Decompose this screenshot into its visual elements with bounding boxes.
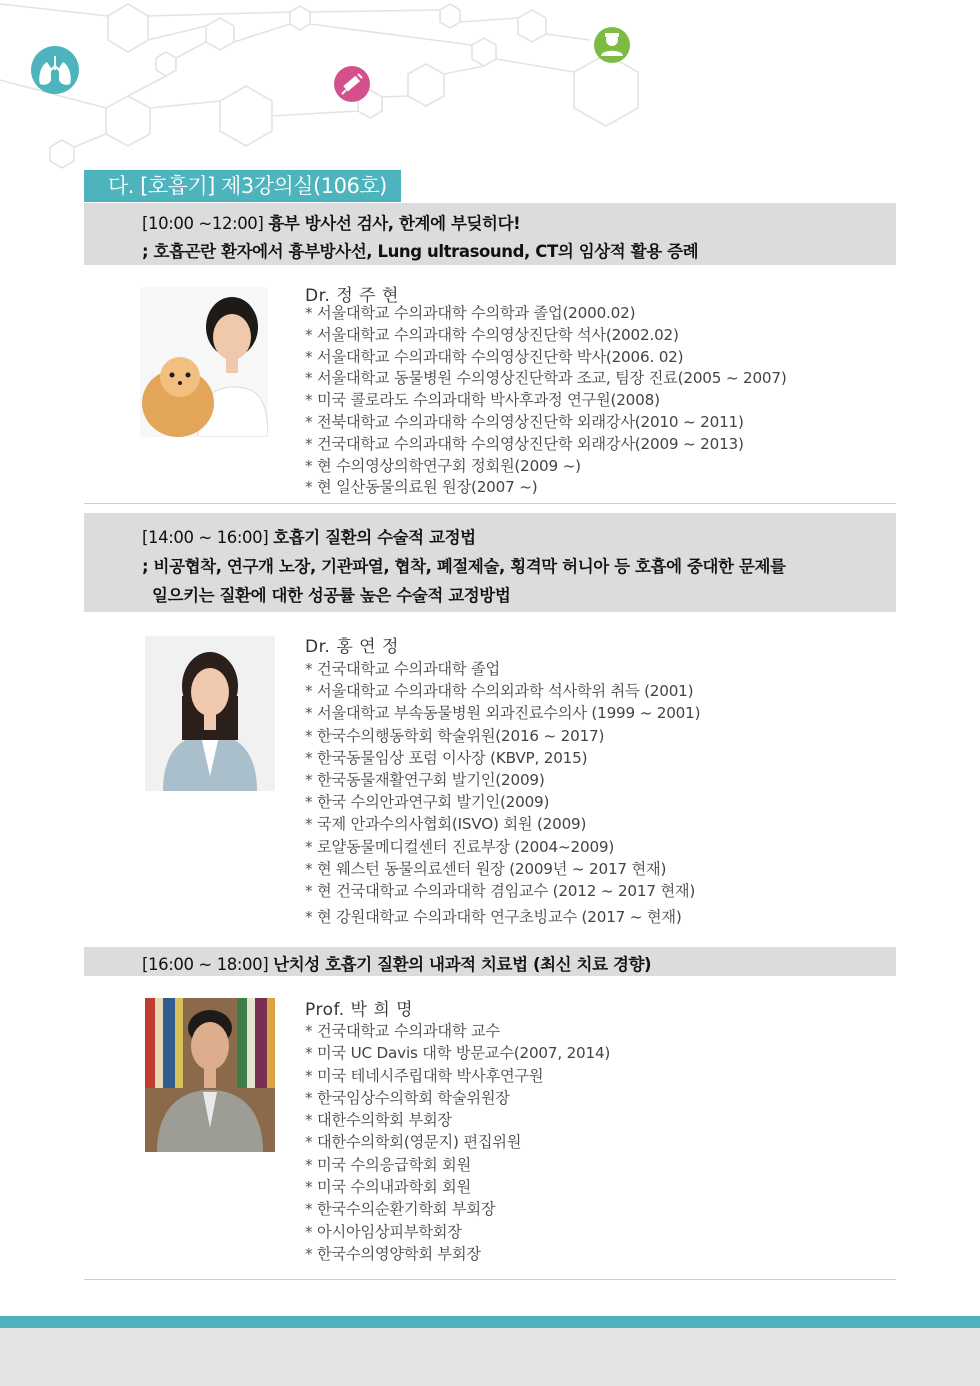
cv-item: * 현 강원대학교 수의과대학 연구초빙교수 (2017 ~ 현재) xyxy=(305,906,700,928)
cv-item: * 미국 UC Davis 대학 방문교수(2007, 2014) xyxy=(305,1042,610,1064)
cv-item: * 한국동물임상 포럼 이사장 (KBVP, 2015) xyxy=(305,747,700,769)
cv-item: * 건국대학교 수의과대학 교수 xyxy=(305,1020,610,1042)
session-heading xyxy=(142,524,896,548)
cv-item: * 미국 테네시주립대학 박사후연구원 xyxy=(305,1065,610,1087)
doctor-icon xyxy=(594,27,630,63)
speaker-cv xyxy=(305,1020,610,1265)
session-title: 난치성 호흡기 질환의 내과적 치료법 (최신 치료 경향) xyxy=(273,955,652,974)
section-divider xyxy=(84,1279,896,1280)
cv-item: * 대한수의학회 부회장 xyxy=(305,1109,610,1131)
lungs-icon xyxy=(31,46,79,94)
cv-item: * 대한수의학회(영문지) 편집위원 xyxy=(305,1131,610,1153)
room-title: 다. [호흡기] 제3강의실(106호) xyxy=(84,170,401,202)
session-title: 흉부 방사선 검사, 한계에 부딪히다! xyxy=(268,214,521,233)
session-time: [10:00 ~12:00] xyxy=(142,214,264,233)
cv-item: * 현 웨스턴 동물의료센터 원장 (2009년 ~ 2017 현재) xyxy=(305,858,700,880)
speaker-name: Prof. 박 희 명 xyxy=(305,1000,414,1020)
session-subtitle: 일으키는 질환에 대한 성공률 높은 수술적 교정방법 xyxy=(152,586,511,605)
session-heading xyxy=(142,210,896,234)
cv-item: * 건국대학교 수의과대학 졸업 xyxy=(305,658,700,680)
session-title: 호흡기 질환의 수술적 교정법 xyxy=(273,528,476,547)
session-heading xyxy=(142,951,896,975)
cv-item: * 한국임상수의학회 학술위원장 xyxy=(305,1087,610,1109)
cv-item: * 현 일산동물의료원 원장(2007 ~) xyxy=(305,477,787,499)
cv-item: * 미국 수의응급학회 회원 xyxy=(305,1154,610,1176)
cv-item: * 서울대학교 수의과대학 수의학과 졸업(2000.02) xyxy=(305,303,787,325)
cv-item: * 서울대학교 수의과대학 수의영상진단학 석사(2002.02) xyxy=(305,325,787,347)
session-header xyxy=(84,513,896,612)
footer-band xyxy=(0,1316,980,1328)
cv-item: * 한국 수의안과연구회 발기인(2009) xyxy=(305,791,700,813)
cv-item: * 한국수의행동학회 학술위원(2016 ~ 2017) xyxy=(305,725,700,747)
cv-item: * 서울대학교 수의과대학 수의영상진단학 박사(2006. 02) xyxy=(305,347,787,369)
cv-item: * 서울대학교 동물병원 수의영상진단학과 조교, 팀장 진료(2005 ~ 2007) xyxy=(305,368,787,390)
cv-item: * 서울대학교 부속동물병원 외과진료수의사 (1999 ~ 2001) xyxy=(305,702,700,724)
session-time: [14:00 ~ 16:00] xyxy=(142,528,269,547)
cv-item: * 현 건국대학교 수의과대학 겸임교수 (2012 ~ 2017 현재) xyxy=(305,880,700,902)
cv-item: * 미국 콜로라도 수의과대학 박사후과정 연구원(2008) xyxy=(305,390,787,412)
cv-item: * 한국수의영양학회 부회장 xyxy=(305,1243,610,1265)
cv-item: * 건국대학교 수의과대학 수의영상진단학 외래강사(2009 ~ 2013) xyxy=(305,434,787,456)
cv-item: * 서울대학교 수의과대학 수의외과학 석사학위 취득 (2001) xyxy=(305,680,700,702)
speaker-cv xyxy=(305,658,700,928)
speaker-photo xyxy=(140,287,268,437)
section-divider xyxy=(84,503,896,504)
hexagon-background xyxy=(0,0,980,180)
speaker-photo xyxy=(145,636,275,791)
cv-item: * 한국수의순환기학회 부회장 xyxy=(305,1198,610,1220)
cv-item: * 한국동물재활연구회 발기인(2009) xyxy=(305,769,700,791)
session-time: [16:00 ~ 18:00] xyxy=(142,955,269,974)
cv-item: * 로얄동물메디컬센터 진료부장 (2004~2009) xyxy=(305,836,700,858)
cv-item: * 현 수의영상의학연구회 정회원(2009 ~) xyxy=(305,456,787,478)
speaker-photo xyxy=(145,998,275,1152)
speaker-name: Dr. 정 주 현 xyxy=(305,286,399,306)
speaker-cv xyxy=(305,303,787,499)
syringe-icon xyxy=(334,66,370,102)
session-subtitle: ; 호흡곤란 환자에서 흉부방사선, Lung ultrasound, CT의 임상적 활용 증례 xyxy=(142,242,699,261)
session-header xyxy=(84,203,896,265)
session-header xyxy=(84,947,896,976)
session-subtitle: ; 비공협착, 연구개 노장, 기관파열, 협착, 폐절제술, 횡격막 허니아 등 호흡에 중대한 문제를 xyxy=(142,557,786,576)
speaker-name: Dr. 홍 연 정 xyxy=(305,637,399,657)
cv-item: * 미국 수의내과학회 회원 xyxy=(305,1176,610,1198)
cv-item: * 국제 안과수의사협회(ISVO) 회원 (2009) xyxy=(305,813,700,835)
cv-item: * 아시아임상피부학회장 xyxy=(305,1221,610,1243)
cv-item: * 전북대학교 수의과대학 수의영상진단학 외래강사(2010 ~ 2011) xyxy=(305,412,787,434)
footer-area xyxy=(0,1328,980,1386)
